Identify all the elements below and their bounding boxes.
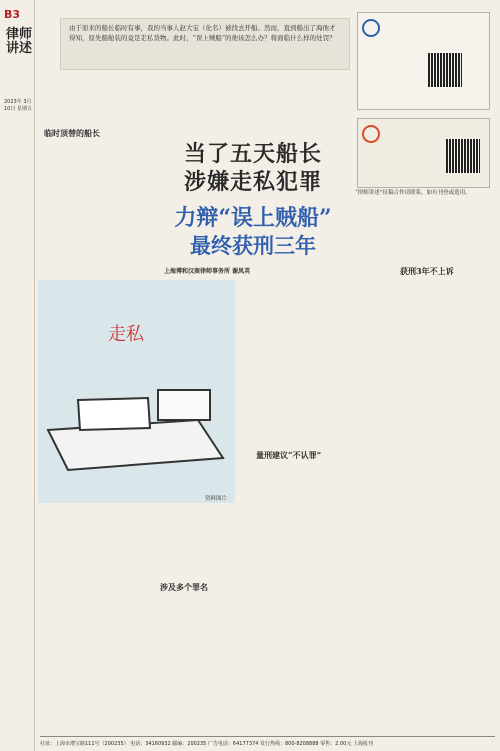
date-info: 2023年 3月 10日 星期五 — [4, 99, 32, 112]
headline-line-4: 最终获刑三年 — [190, 233, 316, 258]
subhead-verdict: 获刑3年不上诉 — [400, 266, 454, 276]
intro-box: 由于原来的船长临时有事，我的当事人赵大宝（化名）被找去开船。然而，直到船出了海他才得知，原先船舱装的竟是走私货物。此时，“误上贼船”的他该怎么办？将面临什么样的处罚？ — [60, 18, 350, 70]
advertisement-1 — [357, 12, 490, 110]
logo-icon — [362, 125, 380, 143]
boat-illustration — [38, 280, 235, 503]
headline-line-2: 涉嫌走私犯罪 — [183, 169, 322, 195]
qr-code-icon — [428, 53, 462, 87]
illustration — [38, 280, 235, 503]
subhead-charges: 涉及多个罪名 — [160, 582, 208, 592]
sidebar-heading: 临时顶替的船长 — [44, 128, 100, 138]
section-title: 律师讲述 — [6, 27, 33, 56]
headline-line-1: 当了五天船长 — [183, 141, 322, 167]
page-number: B3 — [4, 8, 21, 21]
subhead-sentencing: 量刑建议“不认罪” — [256, 450, 322, 460]
qr-code-icon — [446, 139, 480, 173]
ad-caption: “律师讲述”征稿合作请联系，如有刊登或选用。 — [355, 190, 471, 196]
illustration-text: 走私 — [108, 324, 144, 344]
headline-line-3: 力辩“误上贼船” — [174, 205, 332, 231]
photo-caption: 资料图片 — [205, 496, 228, 502]
footer: 社址：上海市漕宝路111号（200235） 电话：34160932 邮编：200235 广告电话：64177374 发行热线：800-8208888 零售：2.00元 上海报刊 — [40, 736, 495, 747]
logo-icon — [362, 19, 380, 37]
section-sidebar — [0, 0, 35, 751]
headline-block — [158, 140, 348, 260]
byline: 上海博和汉商律师事务所 谢凤英 — [164, 268, 251, 275]
advertisement-2 — [357, 118, 490, 188]
